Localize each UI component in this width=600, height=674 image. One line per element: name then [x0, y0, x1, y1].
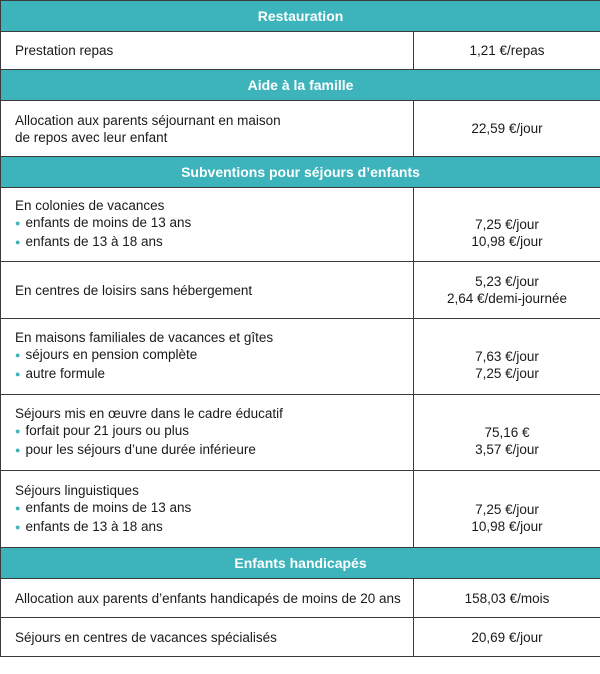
table-row	[1, 188, 600, 262]
row-value-prestation-repas: 1,21 €/repas	[414, 32, 600, 70]
table-row	[1, 319, 600, 395]
row-label-centres-loisirs: En centres de loisirs sans hébergement	[1, 262, 414, 319]
row-label-allocation-maison-repos: Allocation aux parents séjournant en maison de repos avec leur enfant	[1, 101, 414, 157]
list-item: ● enfants de 13 à 18 ans	[15, 233, 399, 252]
section-header-handicapes: Enfants handicapés	[1, 548, 600, 579]
row-value-allocation-maison-repos: 22,59 €/jour	[414, 101, 600, 157]
row-label-sejours-educatif: Séjours mis en œuvre dans le cadre éducatif ● forfait pour 21 jours ou plus ● pour les séjours d’une durée inférieure	[1, 395, 414, 471]
row-label-colonies: En colonies de vacances ● enfants de moins de 13 ans ● enfants de 13 à 18 ans	[1, 188, 414, 262]
table-row	[1, 618, 600, 657]
row-label-allocation-handicapes: Allocation aux parents d’enfants handicapés de moins de 20 ans	[1, 579, 414, 618]
list-item: ● pour les séjours d’une durée inférieure	[15, 441, 399, 460]
list-item: ● enfants de 13 à 18 ans	[15, 518, 399, 537]
row-value-sejours-educatif: 75,16 € 3,57 €/jour	[414, 395, 600, 471]
section-header-aide-famille: Aide à la famille	[1, 70, 600, 101]
row-value-allocation-handicapes: 158,03 €/mois	[414, 579, 600, 618]
section-restauration-row	[1, 1, 600, 32]
row-value-centres-specialises: 20,69 €/jour	[414, 618, 600, 657]
row-label-prestation-repas: Prestation repas	[1, 32, 414, 70]
row-value-maisons-familiales: 7,63 €/jour 7,25 €/jour	[414, 319, 600, 395]
table-row	[1, 32, 600, 70]
section-header-restauration: Restauration	[1, 1, 600, 32]
table-row	[1, 471, 600, 548]
row-label-centres-specialises: Séjours en centres de vacances spécialisés	[1, 618, 414, 657]
table-row	[1, 579, 600, 618]
section-header-subventions: Subventions pour séjours d’enfants	[1, 157, 600, 188]
section-aide-famille-row	[1, 70, 600, 101]
row-value-colonies: 7,25 €/jour 10,98 €/jour	[414, 188, 600, 262]
section-subventions-row	[1, 157, 600, 188]
list-item: ● autre formule	[15, 365, 399, 384]
list-item: ● enfants de moins de 13 ans	[15, 499, 399, 518]
table-row	[1, 262, 600, 319]
section-handicapes-row	[1, 548, 600, 579]
row-value-sejours-linguistiques: 7,25 €/jour 10,98 €/jour	[414, 471, 600, 548]
row-value-centres-loisirs: 5,23 €/jour 2,64 €/demi-journée	[414, 262, 600, 319]
row-label-maisons-familiales: En maisons familiales de vacances et gîtes ● séjours en pension complète ● autre formule	[1, 319, 414, 395]
list-item: ● forfait pour 21 jours ou plus	[15, 422, 399, 441]
list-item: ● enfants de moins de 13 ans	[15, 214, 399, 233]
row-label-sejours-linguistiques: Séjours linguistiques ● enfants de moins de 13 ans ● enfants de 13 à 18 ans	[1, 471, 414, 548]
table-row	[1, 395, 600, 471]
list-item: ● séjours en pension complète	[15, 346, 399, 365]
table-row	[1, 101, 600, 157]
